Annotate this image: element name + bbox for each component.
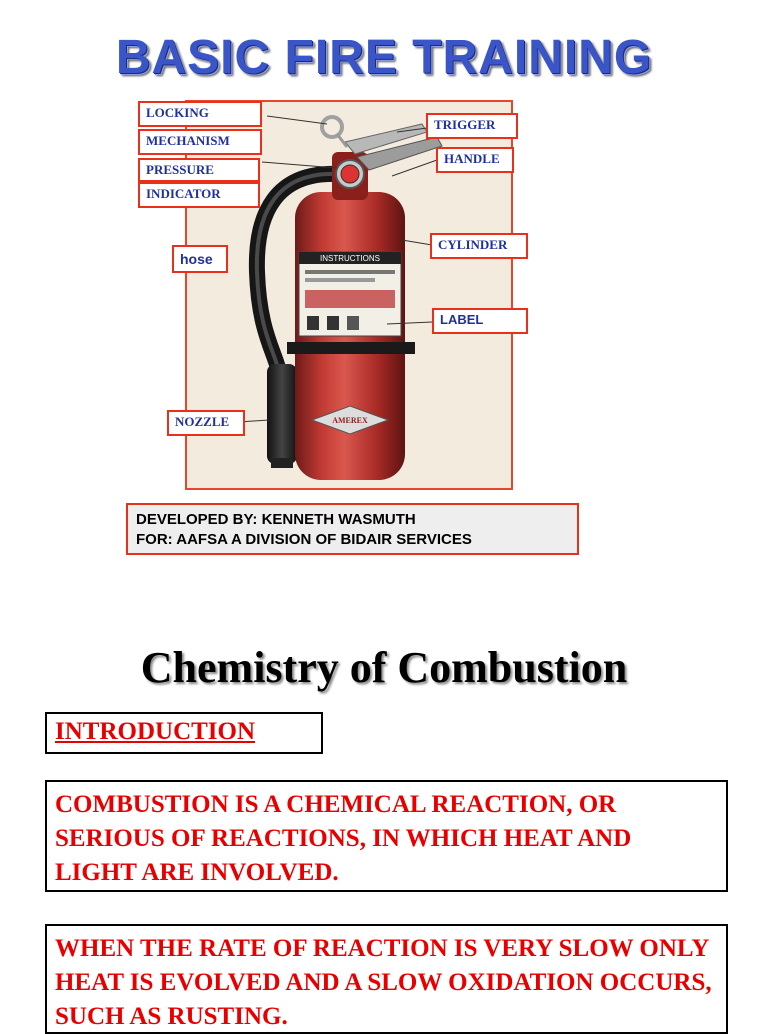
instructions-text: INSTRUCTIONS: [320, 254, 380, 263]
label-handle: HANDLE: [436, 147, 514, 173]
label-pressure: PRESSURE: [138, 158, 260, 182]
paragraph-slow-oxidation: WHEN THE RATE OF REACTION IS VERY SLOW ONLY HEAT IS EVOLVED AND A SLOW OXIDATION OCCURS, SUCH AS RUSTING.: [45, 924, 728, 1034]
label-mechanism: MECHANISM: [138, 129, 262, 155]
page-title: BASIC FIRE TRAINING: [115, 31, 653, 84]
label-cylinder: CYLINDER: [430, 233, 528, 259]
section-title: Chemistry of Combustion: [140, 643, 628, 692]
credits-for: FOR: AAFSA A DIVISION OF BIDAIR SERVICES: [136, 531, 472, 548]
brand-text: AMEREX: [332, 416, 368, 425]
label-label: LABEL: [432, 308, 528, 334]
label-nozzle: NOZZLE: [167, 410, 245, 436]
credits-box: [126, 503, 579, 555]
paragraph-combustion: COMBUSTION IS A CHEMICAL REACTION, OR SERIOUS OF REACTIONS, IN WHICH HEAT AND LIGHT ARE INVOLVED.: [45, 780, 728, 892]
credits-developed-by: DEVELOPED BY: KENNETH WASMUTH: [136, 511, 416, 528]
introduction-label: INTRODUCTION: [45, 712, 323, 754]
label-indicator: INDICATOR: [138, 182, 260, 208]
label-locking: LOCKING: [138, 101, 262, 127]
label-trigger: TRIGGER: [426, 113, 518, 139]
label-hose: hose: [172, 245, 228, 273]
